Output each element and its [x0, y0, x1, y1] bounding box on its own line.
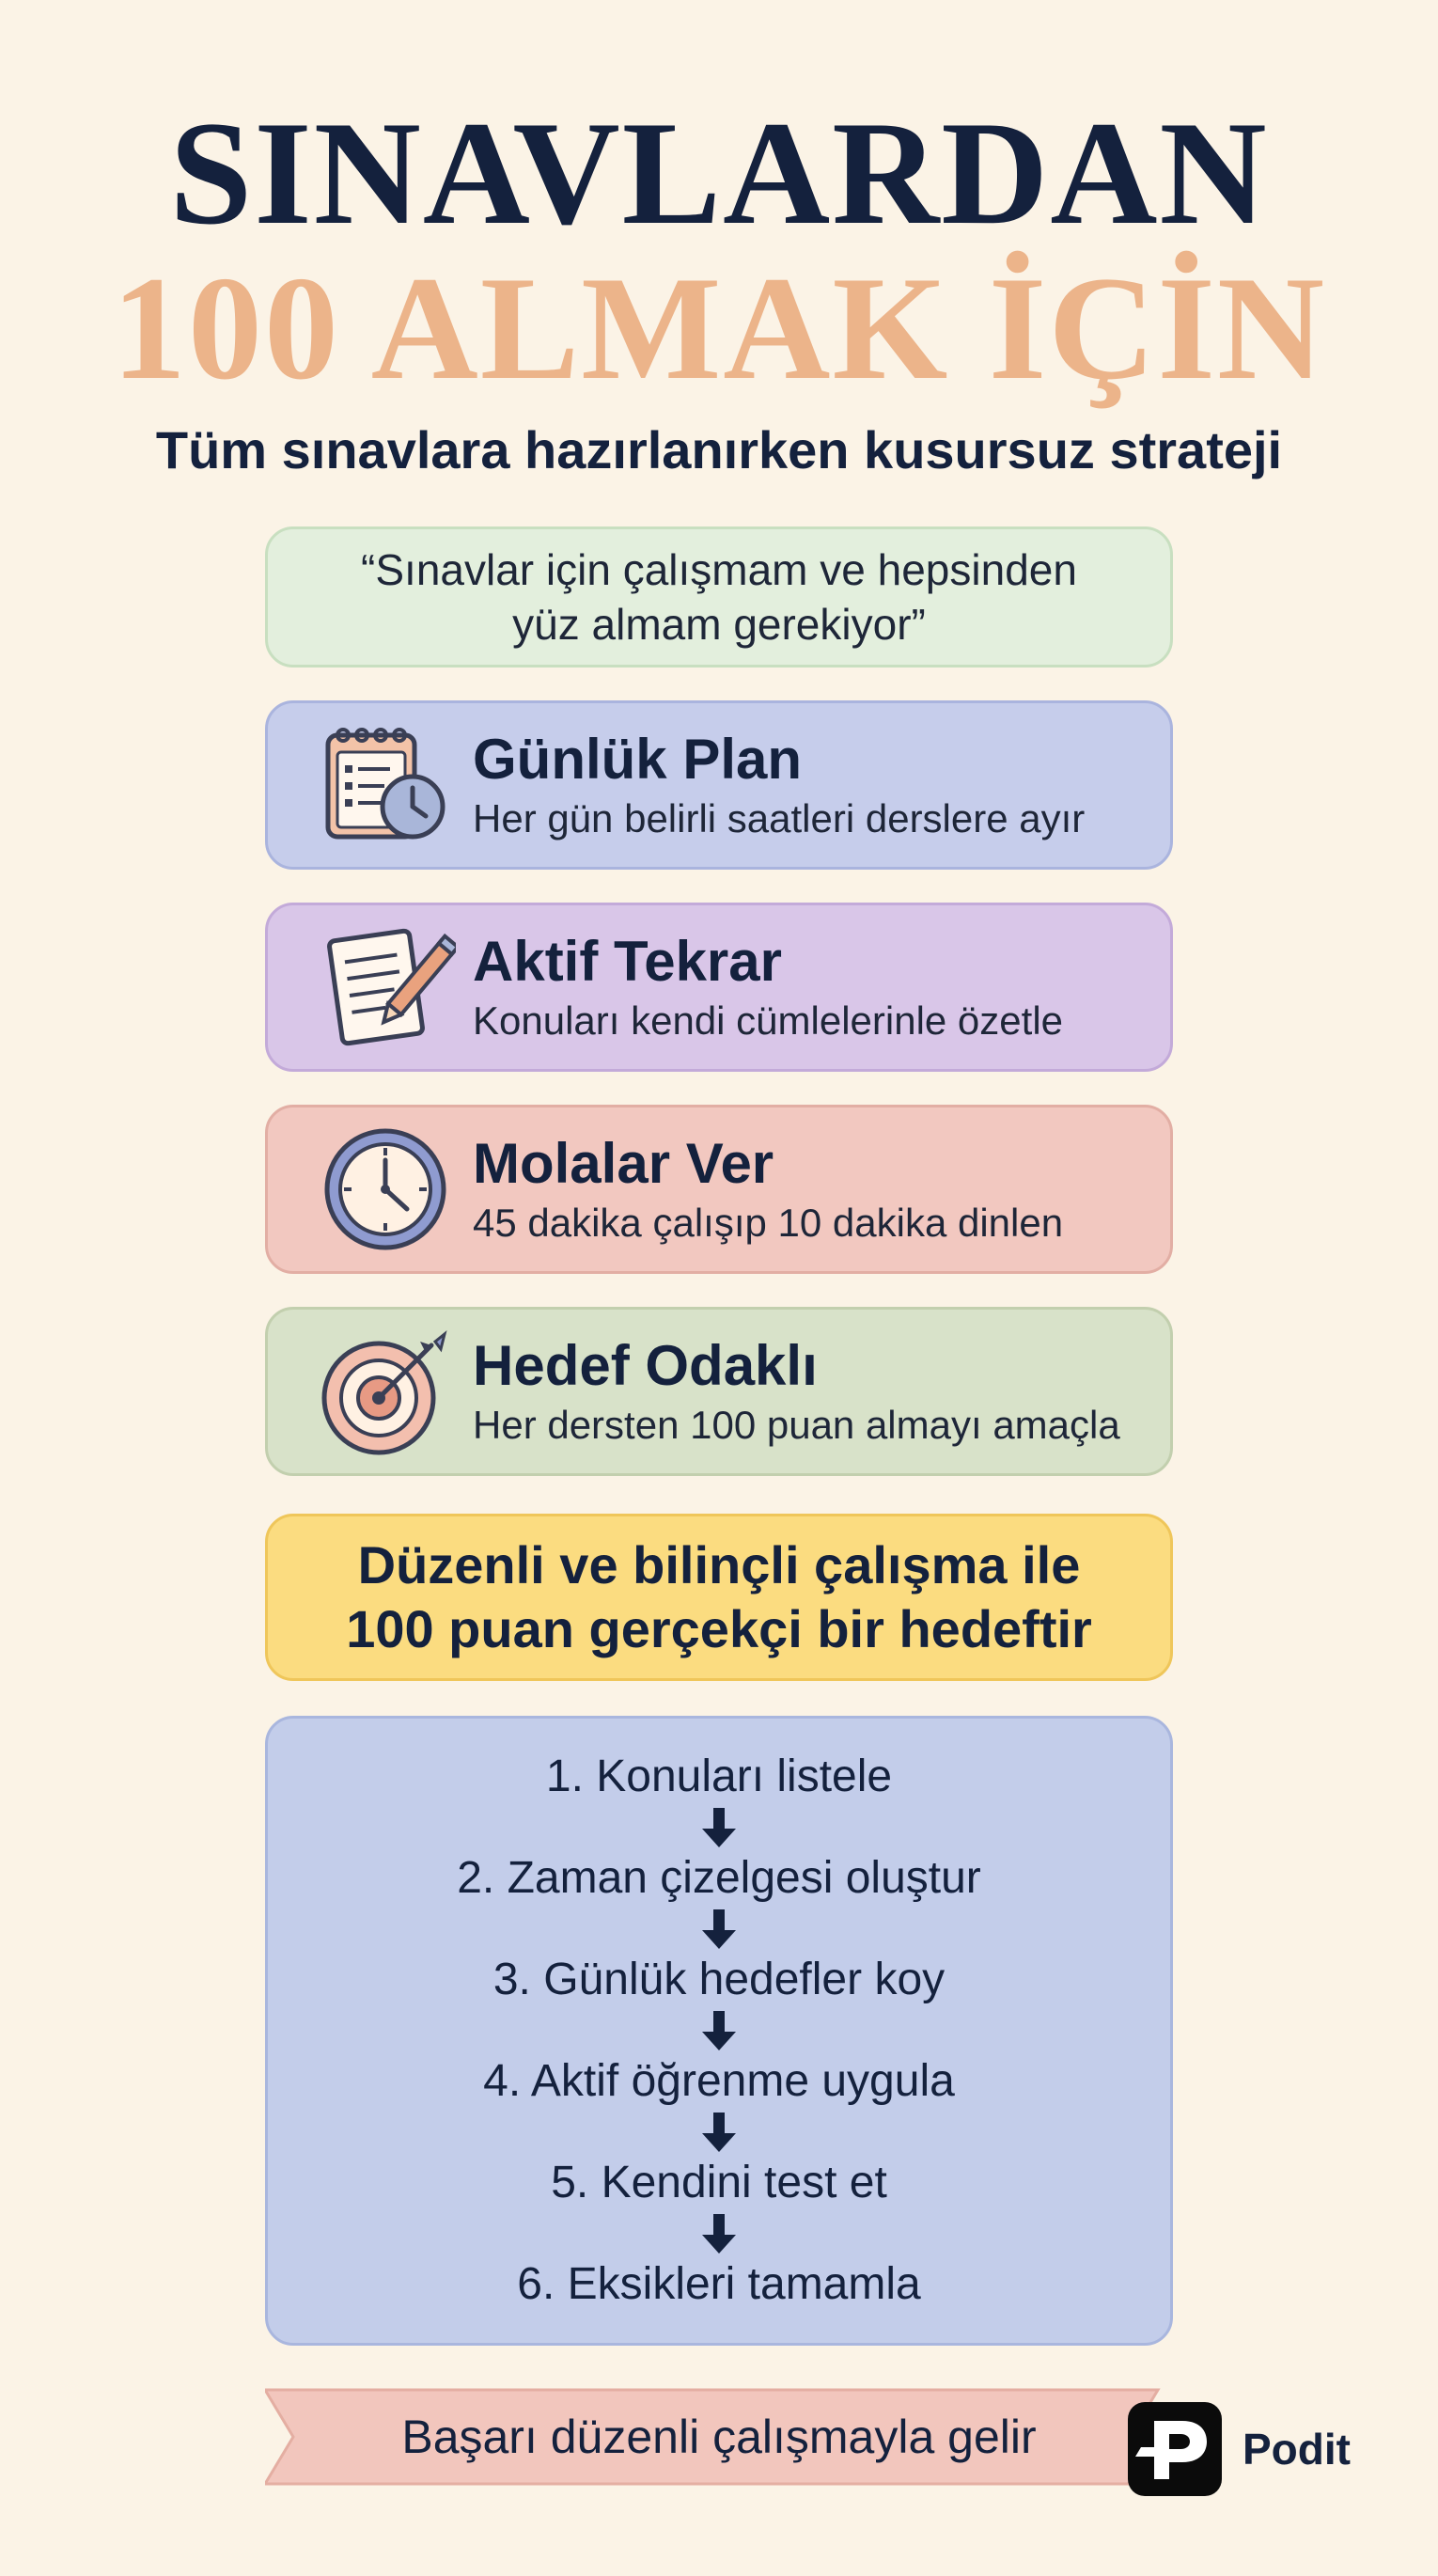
podit-logo-icon — [1128, 2402, 1222, 2496]
target-icon — [315, 1321, 456, 1462]
title-line-1: SINAVLARDAN — [169, 91, 1269, 256]
quote-line-2: yüz almam gerekiyor” — [512, 600, 926, 649]
title-line-2: 100 ALMAK İÇİN — [111, 246, 1327, 411]
card-active-review — [265, 903, 1173, 1072]
arrow-down-icon — [700, 1804, 738, 1851]
arrow-down-icon — [700, 2007, 738, 2054]
card-goal-focused — [265, 1307, 1173, 1476]
quote-box — [265, 526, 1173, 668]
highlight-line-2: 100 puan gerçekçi bir hedeftir — [346, 1599, 1092, 1658]
step-item: 3. Günlük hedefler koy — [492, 1955, 946, 2004]
footer-banner-text: Başarı düzenli çalışmayla gelir — [401, 2411, 1037, 2463]
step-item: 4. Aktif öğrenme uygula — [483, 2056, 955, 2106]
clock-icon — [315, 1119, 456, 1260]
card-description: Her gün belirli saatleri derslere ayır — [473, 796, 1086, 840]
card-take-breaks — [265, 1105, 1173, 1274]
highlight-line-1: Düzenli ve bilinçli çalışma ile — [357, 1535, 1081, 1594]
card-title: Molalar Ver — [473, 1132, 774, 1195]
subtitle: Tüm sınavlara hazırlanırken kusursuz strateji — [155, 420, 1283, 479]
steps-box — [265, 1716, 1173, 2346]
card-title: Hedef Odaklı — [473, 1334, 818, 1397]
highlight-box — [265, 1514, 1173, 1681]
card-title: Günlük Plan — [473, 728, 803, 791]
card-daily-plan — [265, 700, 1173, 870]
calendar-clock-icon — [315, 715, 456, 856]
card-description: 45 dakika çalışıp 10 dakika dinlen — [473, 1201, 1064, 1245]
card-title: Aktif Tekrar — [473, 930, 783, 993]
arrow-down-icon — [700, 1906, 738, 1953]
step-item: 1. Konuları listele — [545, 1751, 893, 1801]
notes-pencil-icon — [315, 917, 456, 1058]
brand-name: Podit — [1243, 2425, 1351, 2474]
quote-line-1: “Sınavlar için çalışmam ve hepsinden — [361, 545, 1077, 594]
step-item: 2. Zaman çizelgesi oluştur — [457, 1853, 981, 1903]
arrow-down-icon — [700, 2109, 738, 2156]
card-description: Her dersten 100 puan almayı amaçla — [473, 1403, 1120, 1447]
card-description: Konuları kendi cümlelerinle özetle — [473, 998, 1064, 1043]
step-item: 5. Kendini test et — [551, 2158, 887, 2207]
arrow-down-icon — [700, 2210, 738, 2257]
step-item: 6. Eksikleri tamamla — [517, 2259, 921, 2309]
